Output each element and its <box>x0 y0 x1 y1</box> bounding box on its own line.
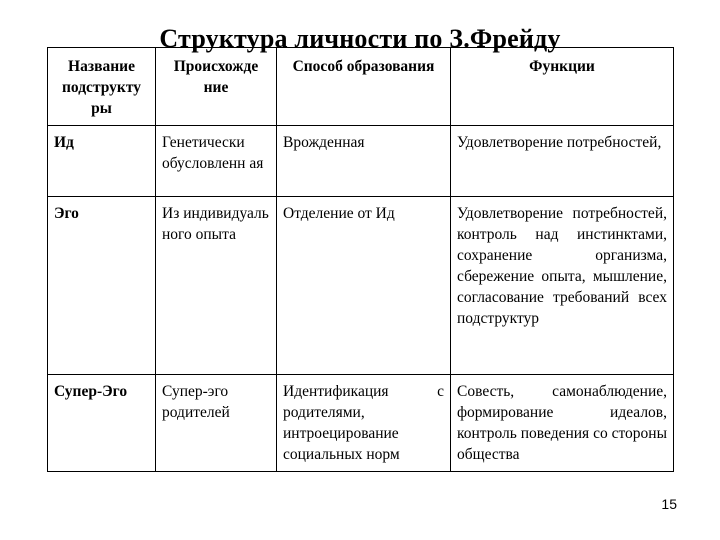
cell-functions: Совесть, самонаблюдение, формирование идеалов, контроль поведения со стороны общества <box>451 375 674 472</box>
cell-functions: Удовлетворение потребностей, контроль над инстинктами, сохранение организма, сбережение опыта, мышление, согласование требований всех подструктур <box>451 197 674 375</box>
cell-name: Ид <box>48 126 156 197</box>
table-row-superego <box>48 375 674 472</box>
cell-method: Врожденная <box>277 126 451 197</box>
cell-name: Супер-Эго <box>48 375 156 472</box>
cell-method: Идентификация с родителями, интроецирование социальных норм <box>277 375 451 472</box>
header-method: Способ образования <box>277 48 451 126</box>
freud-structure-table <box>47 47 674 472</box>
header-name: Название подструкту ры <box>48 48 156 126</box>
slide-title: Структура личности по З.Фрейду <box>159 24 561 53</box>
header-origin: Происхожде ние <box>156 48 277 126</box>
cell-name: Эго <box>48 197 156 375</box>
page-number: 15 <box>661 496 677 512</box>
header-functions: Функции <box>451 48 674 126</box>
cell-method: Отделение от Ид <box>277 197 451 375</box>
table-header-row <box>48 48 674 126</box>
cell-origin: Генетически обусловленн ая <box>156 126 277 197</box>
table-row-ego <box>48 197 674 375</box>
table-row-id <box>48 126 674 197</box>
cell-functions: Удовлетворение потребностей, <box>451 126 674 197</box>
cell-origin: Супер-эго родителей <box>156 375 277 472</box>
cell-origin: Из индивидуаль ного опыта <box>156 197 277 375</box>
